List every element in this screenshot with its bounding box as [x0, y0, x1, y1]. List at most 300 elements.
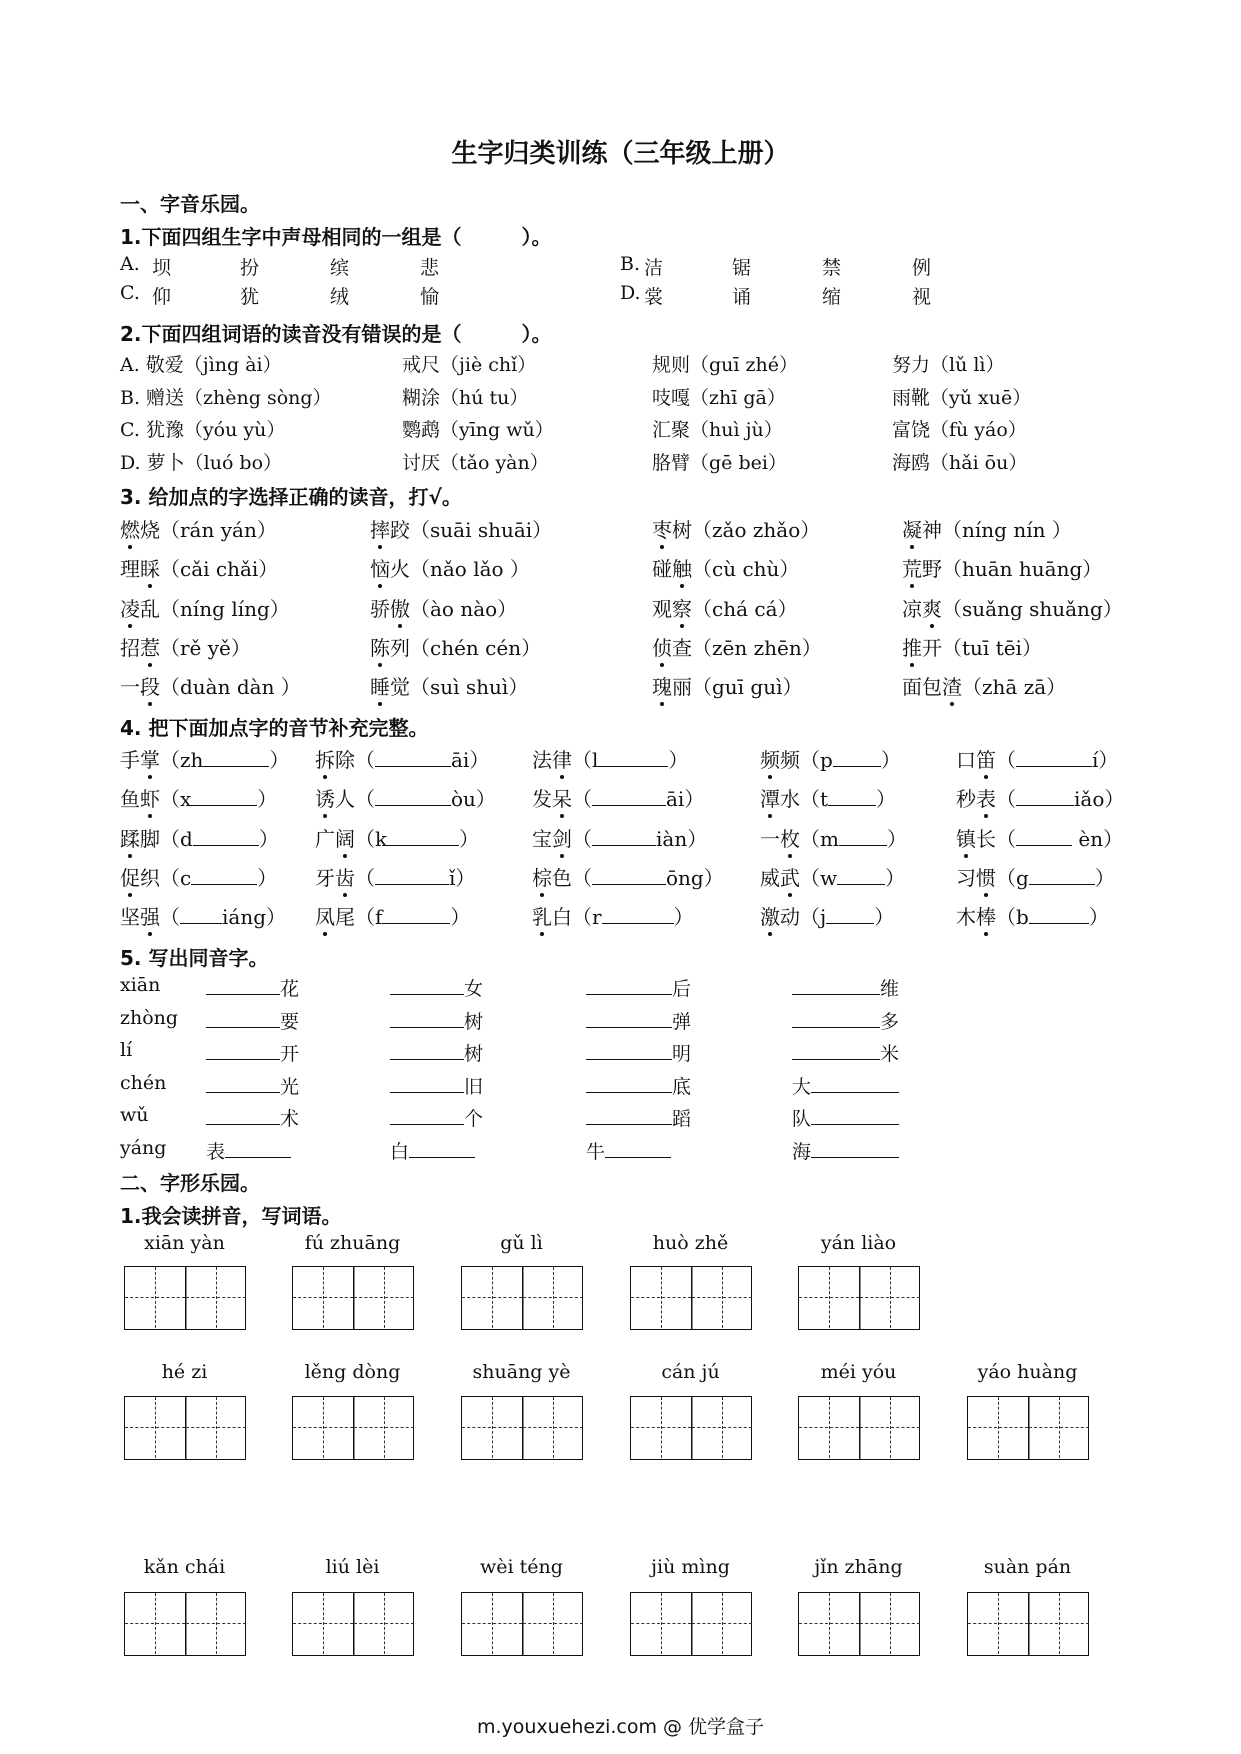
- dotted-word: [370, 636, 410, 660]
- writing-box[interactable]: [292, 1592, 414, 1656]
- q3-pinyin-choices: （cù chù）: [692, 557, 800, 582]
- q4-row: [0, 862, 1241, 892]
- q5-item: [792, 1137, 899, 1164]
- q4-item: [760, 783, 896, 812]
- dotted-word: [532, 787, 572, 811]
- answer-blank: [203, 748, 269, 767]
- q3-item: [902, 632, 1042, 661]
- dotted-char: 激: [760, 901, 780, 930]
- q2-item: A. 敬爱（jìng ài）: [120, 354, 282, 376]
- dotted-word: [532, 866, 572, 890]
- q3-item: [120, 671, 301, 700]
- q5-item: [390, 1039, 483, 1066]
- q4-item: [956, 901, 1109, 930]
- q3-pinyin-choices: （níng líng）: [160, 596, 290, 621]
- word-char: 人: [335, 787, 355, 812]
- answer-blank: [1029, 905, 1089, 924]
- q3-item: [370, 514, 552, 543]
- answer-blank: [839, 827, 887, 846]
- q3-item: [370, 632, 541, 661]
- q3-pinyin-choices: （rě yě）: [160, 635, 251, 660]
- option-char: 绒: [330, 286, 350, 308]
- q4-suffix: ōng）: [666, 865, 724, 890]
- q2-row: [0, 448, 1241, 478]
- dotted-word: [120, 827, 160, 851]
- q4-item: [760, 901, 894, 930]
- answer-blank: [605, 1139, 671, 1158]
- q5-item: [586, 1072, 691, 1099]
- dotted-word: [315, 827, 355, 851]
- dotted-char: 棕: [532, 862, 552, 891]
- dotted-word: [532, 905, 572, 929]
- dotted-char: 爽: [922, 593, 942, 622]
- q4-item: [956, 744, 1118, 773]
- q5-item: [390, 1137, 475, 1164]
- writing-box[interactable]: [124, 1396, 246, 1460]
- tian-grid-cell: [293, 1593, 353, 1654]
- answer-blank: [1016, 787, 1074, 806]
- dotted-word: [120, 597, 160, 621]
- q5-item: [206, 974, 299, 1001]
- q5-row: [0, 1137, 1241, 1167]
- q5-prefix: 海: [792, 1140, 812, 1163]
- word-char: 烧: [140, 518, 160, 542]
- option-label: A.: [120, 253, 140, 275]
- dotted-word: [315, 748, 355, 772]
- dotted-char: 笛: [976, 744, 996, 773]
- q3-row: [0, 632, 1241, 662]
- q4-suffix: ）: [450, 905, 471, 930]
- dotted-word: [902, 675, 962, 699]
- tian-grid-cell: [293, 1397, 353, 1458]
- q5-suffix: 多: [880, 1010, 900, 1033]
- q5-item: [792, 1039, 899, 1066]
- q4-item: [120, 783, 277, 812]
- dotted-char: 剑: [552, 823, 572, 852]
- writing-box[interactable]: [798, 1396, 920, 1460]
- pinyin-prompt: méi yóu: [820, 1361, 897, 1383]
- pinyin-prompt: jǐn zhāng: [814, 1556, 903, 1578]
- word-char: 神: [922, 518, 942, 542]
- q5-suffix: 蹈: [672, 1108, 692, 1130]
- dotted-char: 荒: [902, 553, 922, 582]
- q5-item: [586, 1137, 671, 1164]
- dotted-word: [315, 787, 355, 811]
- tian-grid-cell: [523, 1397, 583, 1458]
- q4-suffix: āi）: [451, 748, 490, 772]
- dotted-char: 凝: [902, 514, 922, 543]
- q4-item: [120, 744, 289, 773]
- question-1-prompt: 1.下面四组生字中声母相同的一组是（ ）。: [120, 225, 552, 249]
- dotted-word: [652, 518, 692, 542]
- q4-item: [120, 862, 277, 891]
- q2-item: C. 犹豫（yóu yù）: [120, 419, 286, 441]
- q3-pinyin-choices: （chén cén）: [410, 635, 542, 660]
- q5-pinyin: xiān: [120, 974, 161, 996]
- tian-grid-cell: [523, 1267, 583, 1328]
- q4-suffix: iǎo）: [1074, 787, 1125, 812]
- word-char: 查: [672, 635, 692, 660]
- tian-grid-cell: [125, 1593, 185, 1654]
- q5-pinyin: zhòng: [120, 1006, 179, 1029]
- word-char: 乱: [140, 596, 160, 621]
- dotted-word: [760, 748, 800, 772]
- q2-item: 雨靴（yǔ xuē）: [892, 386, 1032, 409]
- dotted-word: [370, 597, 410, 621]
- writing-box[interactable]: [630, 1396, 752, 1460]
- tian-grid-cell: [799, 1267, 859, 1328]
- q4-prefix: （: [355, 865, 375, 890]
- q4-item: [760, 744, 901, 773]
- tian-grid-cell: [860, 1267, 920, 1328]
- dotted-word: [956, 787, 996, 811]
- option-char: 诵: [732, 286, 752, 308]
- tian-grid-cell: [354, 1267, 414, 1328]
- q5-pinyin: chén: [120, 1071, 167, 1094]
- q4-prefix: （: [996, 748, 1016, 772]
- answer-blank: [586, 1009, 672, 1028]
- option-char: 例: [912, 257, 932, 279]
- q3-item: [120, 514, 277, 543]
- q3-item: [902, 514, 1072, 543]
- q4-item: [315, 783, 496, 812]
- answer-blank: [837, 866, 885, 885]
- writing-box[interactable]: [461, 1266, 583, 1330]
- q3-pinyin-choices: （níng nín ）: [942, 518, 1072, 542]
- q4-prefix: （m: [800, 826, 839, 851]
- q4-suffix: ）: [257, 787, 278, 812]
- tian-grid-cell: [799, 1397, 859, 1458]
- q4-suffix: iàn）: [656, 826, 708, 851]
- dotted-word: [370, 675, 410, 699]
- tian-grid-cell: [1029, 1397, 1089, 1458]
- dotted-char: 枣: [652, 514, 672, 543]
- dotted-char: 摔: [370, 514, 390, 543]
- dotted-word: [315, 866, 355, 890]
- writing-box[interactable]: [798, 1266, 920, 1330]
- dotted-char: 陈: [370, 632, 390, 661]
- q5-suffix: 花: [280, 978, 300, 1000]
- footer-watermark: m.youxuehezi.com @ 优学盒子: [476, 1716, 765, 1738]
- q3-pinyin-choices: （rán yán）: [160, 518, 277, 542]
- q3-item: [902, 671, 1066, 700]
- q5-item: [206, 1137, 291, 1164]
- writing-box[interactable]: [461, 1592, 583, 1656]
- word-char: 频: [780, 748, 800, 772]
- q3-pinyin-choices: （nǎo lǎo ）: [410, 557, 530, 582]
- tian-grid-cell: [692, 1267, 752, 1328]
- word-char: 宝: [532, 826, 552, 851]
- q4-item: [532, 901, 694, 930]
- word-char: 习: [956, 865, 976, 890]
- writing-box[interactable]: [292, 1396, 414, 1460]
- word-char: 跤: [390, 518, 410, 542]
- dotted-char: 渣: [942, 671, 962, 700]
- q5-suffix: 维: [880, 978, 900, 1000]
- dotted-word: [902, 557, 942, 581]
- q4-prefix: （g: [996, 865, 1029, 890]
- q5-suffix: 个: [464, 1108, 484, 1130]
- q4-prefix: （c: [160, 865, 192, 890]
- q4-item: [760, 823, 907, 852]
- q4-suffix: í）: [1092, 748, 1119, 772]
- dotted-word: [315, 905, 355, 929]
- q3-pinyin-choices: （suāi shuāi）: [410, 518, 553, 542]
- option-label: C.: [120, 282, 140, 304]
- pinyin-prompt: huò zhě: [652, 1232, 729, 1254]
- q3-pinyin-choices: （chá cá）: [692, 596, 798, 621]
- q5-suffix: 明: [672, 1043, 692, 1065]
- q5-item: [390, 1104, 483, 1131]
- tian-grid-cell: [462, 1593, 522, 1654]
- writing-box[interactable]: [292, 1266, 414, 1330]
- q2-item: 富饶（fù yáo）: [892, 419, 1027, 441]
- dotted-word: [370, 557, 410, 581]
- q4-suffix: ）: [1088, 905, 1109, 930]
- q4-item: [120, 901, 286, 930]
- q4-prefix: （p: [800, 748, 833, 772]
- dotted-word: [120, 557, 160, 581]
- q3-row: [0, 553, 1241, 583]
- answer-blank: [1016, 827, 1072, 846]
- q5-pinyin: wǔ: [120, 1104, 149, 1126]
- answer-blank: [811, 1139, 899, 1158]
- tian-grid-cell: [631, 1397, 691, 1458]
- writing-box[interactable]: [630, 1592, 752, 1656]
- word-char: 理: [120, 557, 140, 582]
- word-char: 面: [902, 675, 922, 700]
- q4-prefix: （: [572, 826, 592, 851]
- writing-box[interactable]: [967, 1592, 1089, 1656]
- answer-blank: [390, 976, 464, 995]
- answer-blank: [592, 866, 666, 885]
- answer-blank: [602, 905, 674, 924]
- q4-suffix: èn）: [1072, 826, 1124, 851]
- q3-pinyin-choices: （ào nào）: [410, 596, 518, 621]
- q4-suffix: āi）: [666, 787, 705, 812]
- dotted-char: 表: [976, 783, 996, 812]
- q4-suffix: ）: [257, 865, 278, 890]
- q3-item: [652, 593, 798, 622]
- dotted-word: [902, 636, 942, 660]
- dotted-char: 诱: [315, 783, 335, 812]
- answer-blank: [1016, 748, 1092, 767]
- dotted-char: 武: [780, 862, 800, 891]
- word-char: 列: [390, 635, 410, 660]
- dotted-word: [652, 597, 692, 621]
- q5-row: [0, 1039, 1241, 1069]
- answer-blank: [206, 976, 280, 995]
- q3-pinyin-choices: （huān huāng）: [942, 557, 1103, 582]
- word-char: 广: [315, 826, 335, 851]
- q3-item: [370, 671, 528, 700]
- option-char: 坝: [152, 257, 172, 279]
- word-char: 丽: [672, 675, 692, 700]
- answer-blank: [792, 1041, 880, 1060]
- dotted-char: 瑰: [652, 671, 672, 700]
- q5-item: [390, 1072, 483, 1099]
- dotted-char: 棒: [976, 901, 996, 930]
- answer-blank: [387, 827, 459, 846]
- answer-blank: [206, 1106, 280, 1125]
- q2-item: 规则（guī zhé）: [652, 354, 799, 376]
- pinyin-prompt: hé zi: [161, 1361, 208, 1383]
- q4-prefix: （r: [572, 905, 602, 930]
- tian-grid-cell: [186, 1267, 246, 1328]
- dotted-char: 频: [760, 744, 780, 773]
- dotted-word: [370, 518, 410, 542]
- writing-box[interactable]: [798, 1592, 920, 1656]
- q4-item: [532, 862, 724, 891]
- q3-pinyin-choices: （guī guì）: [692, 675, 803, 700]
- q5-pinyin: lí: [120, 1039, 133, 1061]
- tian-grid-cell: [354, 1397, 414, 1458]
- q5-item: [792, 1007, 899, 1034]
- tian-grid-cell: [462, 1267, 522, 1328]
- tian-grid-cell: [860, 1397, 920, 1458]
- q4-row: [0, 823, 1241, 853]
- answer-blank: [811, 1106, 899, 1125]
- q3-pinyin-choices: （zhā zā）: [962, 675, 1067, 700]
- tian-grid-cell: [125, 1267, 185, 1328]
- q2-item: 胳臂（gē bei）: [652, 451, 787, 474]
- q5-item: [792, 974, 899, 1001]
- q4-suffix: ）: [876, 787, 897, 812]
- dotted-word: [120, 518, 160, 542]
- dotted-word: [652, 557, 692, 581]
- answer-blank: [191, 787, 257, 806]
- word-char: 碰: [652, 557, 672, 582]
- q4-suffix: òu）: [451, 787, 496, 812]
- tian-grid-cell: [354, 1593, 414, 1654]
- dotted-char: 律: [552, 744, 572, 773]
- q4-prefix: （: [572, 865, 592, 890]
- q5-item: [586, 1007, 691, 1034]
- dotted-word: [760, 866, 800, 890]
- question-3-prompt: 3. 给加点的字选择正确的读音，打√。: [120, 485, 462, 509]
- answer-blank: [586, 1106, 672, 1125]
- dotted-char: 虾: [140, 783, 160, 812]
- dotted-word: [956, 905, 996, 929]
- pinyin-prompt: kǎn chái: [143, 1556, 226, 1578]
- tian-grid-cell: [968, 1593, 1028, 1654]
- q5-item: [206, 1072, 299, 1099]
- tian-grid-cell: [1029, 1593, 1089, 1654]
- word-char: 树: [672, 518, 692, 542]
- q3-pinyin-choices: （suì shuì）: [410, 675, 529, 700]
- writing-box[interactable]: [124, 1266, 246, 1330]
- word-char: 长: [976, 826, 996, 851]
- dotted-word: [902, 518, 942, 542]
- q4-item: [120, 823, 279, 852]
- tian-grid-cell: [293, 1267, 353, 1328]
- q4-row: [0, 744, 1241, 774]
- q5-item: [586, 974, 691, 1001]
- word-char: 尾: [335, 905, 355, 930]
- word-char: 秒: [956, 787, 976, 812]
- q3-row: [0, 514, 1241, 544]
- answer-blank: [586, 1074, 672, 1093]
- q3-item: [652, 632, 822, 661]
- dotted-word: [120, 905, 160, 929]
- q2-item: 吱嘎（zhī gā）: [652, 386, 786, 409]
- q5-item: [206, 1007, 299, 1034]
- tian-grid-cell: [860, 1593, 920, 1654]
- question-5-prompt: 5. 写出同音字。: [120, 946, 269, 970]
- dotted-char: 傲: [390, 593, 410, 622]
- q3-pinyin-choices: （zēn zhēn）: [692, 635, 822, 660]
- word-char: 威: [760, 865, 780, 890]
- answer-blank: [598, 748, 668, 767]
- word-char: 觉: [390, 675, 410, 700]
- q5-item: [206, 1104, 299, 1131]
- answer-blank: [375, 866, 449, 885]
- q4-suffix: ）: [668, 748, 689, 772]
- option-char: 锯: [732, 257, 752, 279]
- answer-blank: [375, 748, 451, 767]
- pinyin-prompt: yán liào: [820, 1232, 897, 1254]
- dotted-word: [760, 905, 800, 929]
- q4-prefix: （t: [800, 787, 829, 812]
- question-2-prompt: 2.下面四组词语的读音没有错误的是（ ）。: [120, 322, 552, 346]
- dotted-char: 齿: [335, 862, 355, 891]
- dotted-word: [956, 748, 996, 772]
- q4-item: [956, 862, 1115, 891]
- q5-prefix: 牛: [586, 1140, 606, 1163]
- q4-prefix: （f: [355, 905, 383, 930]
- dotted-word: [120, 787, 160, 811]
- dotted-word: [532, 748, 572, 772]
- q5-item: [206, 1039, 299, 1066]
- tian-grid-cell: [462, 1397, 522, 1458]
- answer-blank: [390, 1009, 464, 1028]
- q4-item: [956, 783, 1124, 812]
- word-char: 一: [760, 826, 780, 851]
- q3-item: [370, 553, 530, 582]
- word-char: 野: [922, 557, 942, 582]
- q5-suffix: 树: [464, 1010, 484, 1033]
- word-char: 口: [956, 748, 976, 772]
- q5-row: [0, 1072, 1241, 1102]
- dotted-word: [652, 675, 692, 699]
- writing-box[interactable]: [967, 1396, 1089, 1460]
- question-4-prompt: 4. 把下面加点字的音节补充完整。: [120, 716, 429, 740]
- q4-prefix: （x: [160, 787, 192, 812]
- pinyin-prompt: liú lèi: [325, 1556, 380, 1578]
- answer-blank: [826, 905, 874, 924]
- pinyin-prompt: jiù mìng: [651, 1556, 730, 1578]
- dotted-char: 蹂: [120, 823, 140, 852]
- writing-box[interactable]: [124, 1592, 246, 1656]
- writing-box[interactable]: [630, 1266, 752, 1330]
- page-title: 生字归类训练（三年级上册）: [451, 139, 790, 169]
- answer-blank: [833, 748, 881, 767]
- pinyin-prompt: suàn pán: [983, 1556, 1072, 1578]
- option-row: [0, 253, 1241, 283]
- q2-row: [0, 350, 1241, 380]
- q3-pinyin-choices: （suǎng shuǎng）: [942, 596, 1123, 621]
- tian-grid-cell: [125, 1397, 185, 1458]
- dotted-char: 触: [672, 553, 692, 582]
- q5-suffix: 后: [672, 978, 692, 1000]
- q4-item: [315, 862, 475, 891]
- dotted-word: [956, 866, 996, 890]
- word-char: 白: [552, 905, 572, 930]
- dotted-char: 促: [120, 862, 140, 891]
- q3-pinyin-choices: （tuī tēi）: [942, 635, 1042, 660]
- answer-blank: [225, 1139, 291, 1158]
- writing-box[interactable]: [461, 1396, 583, 1460]
